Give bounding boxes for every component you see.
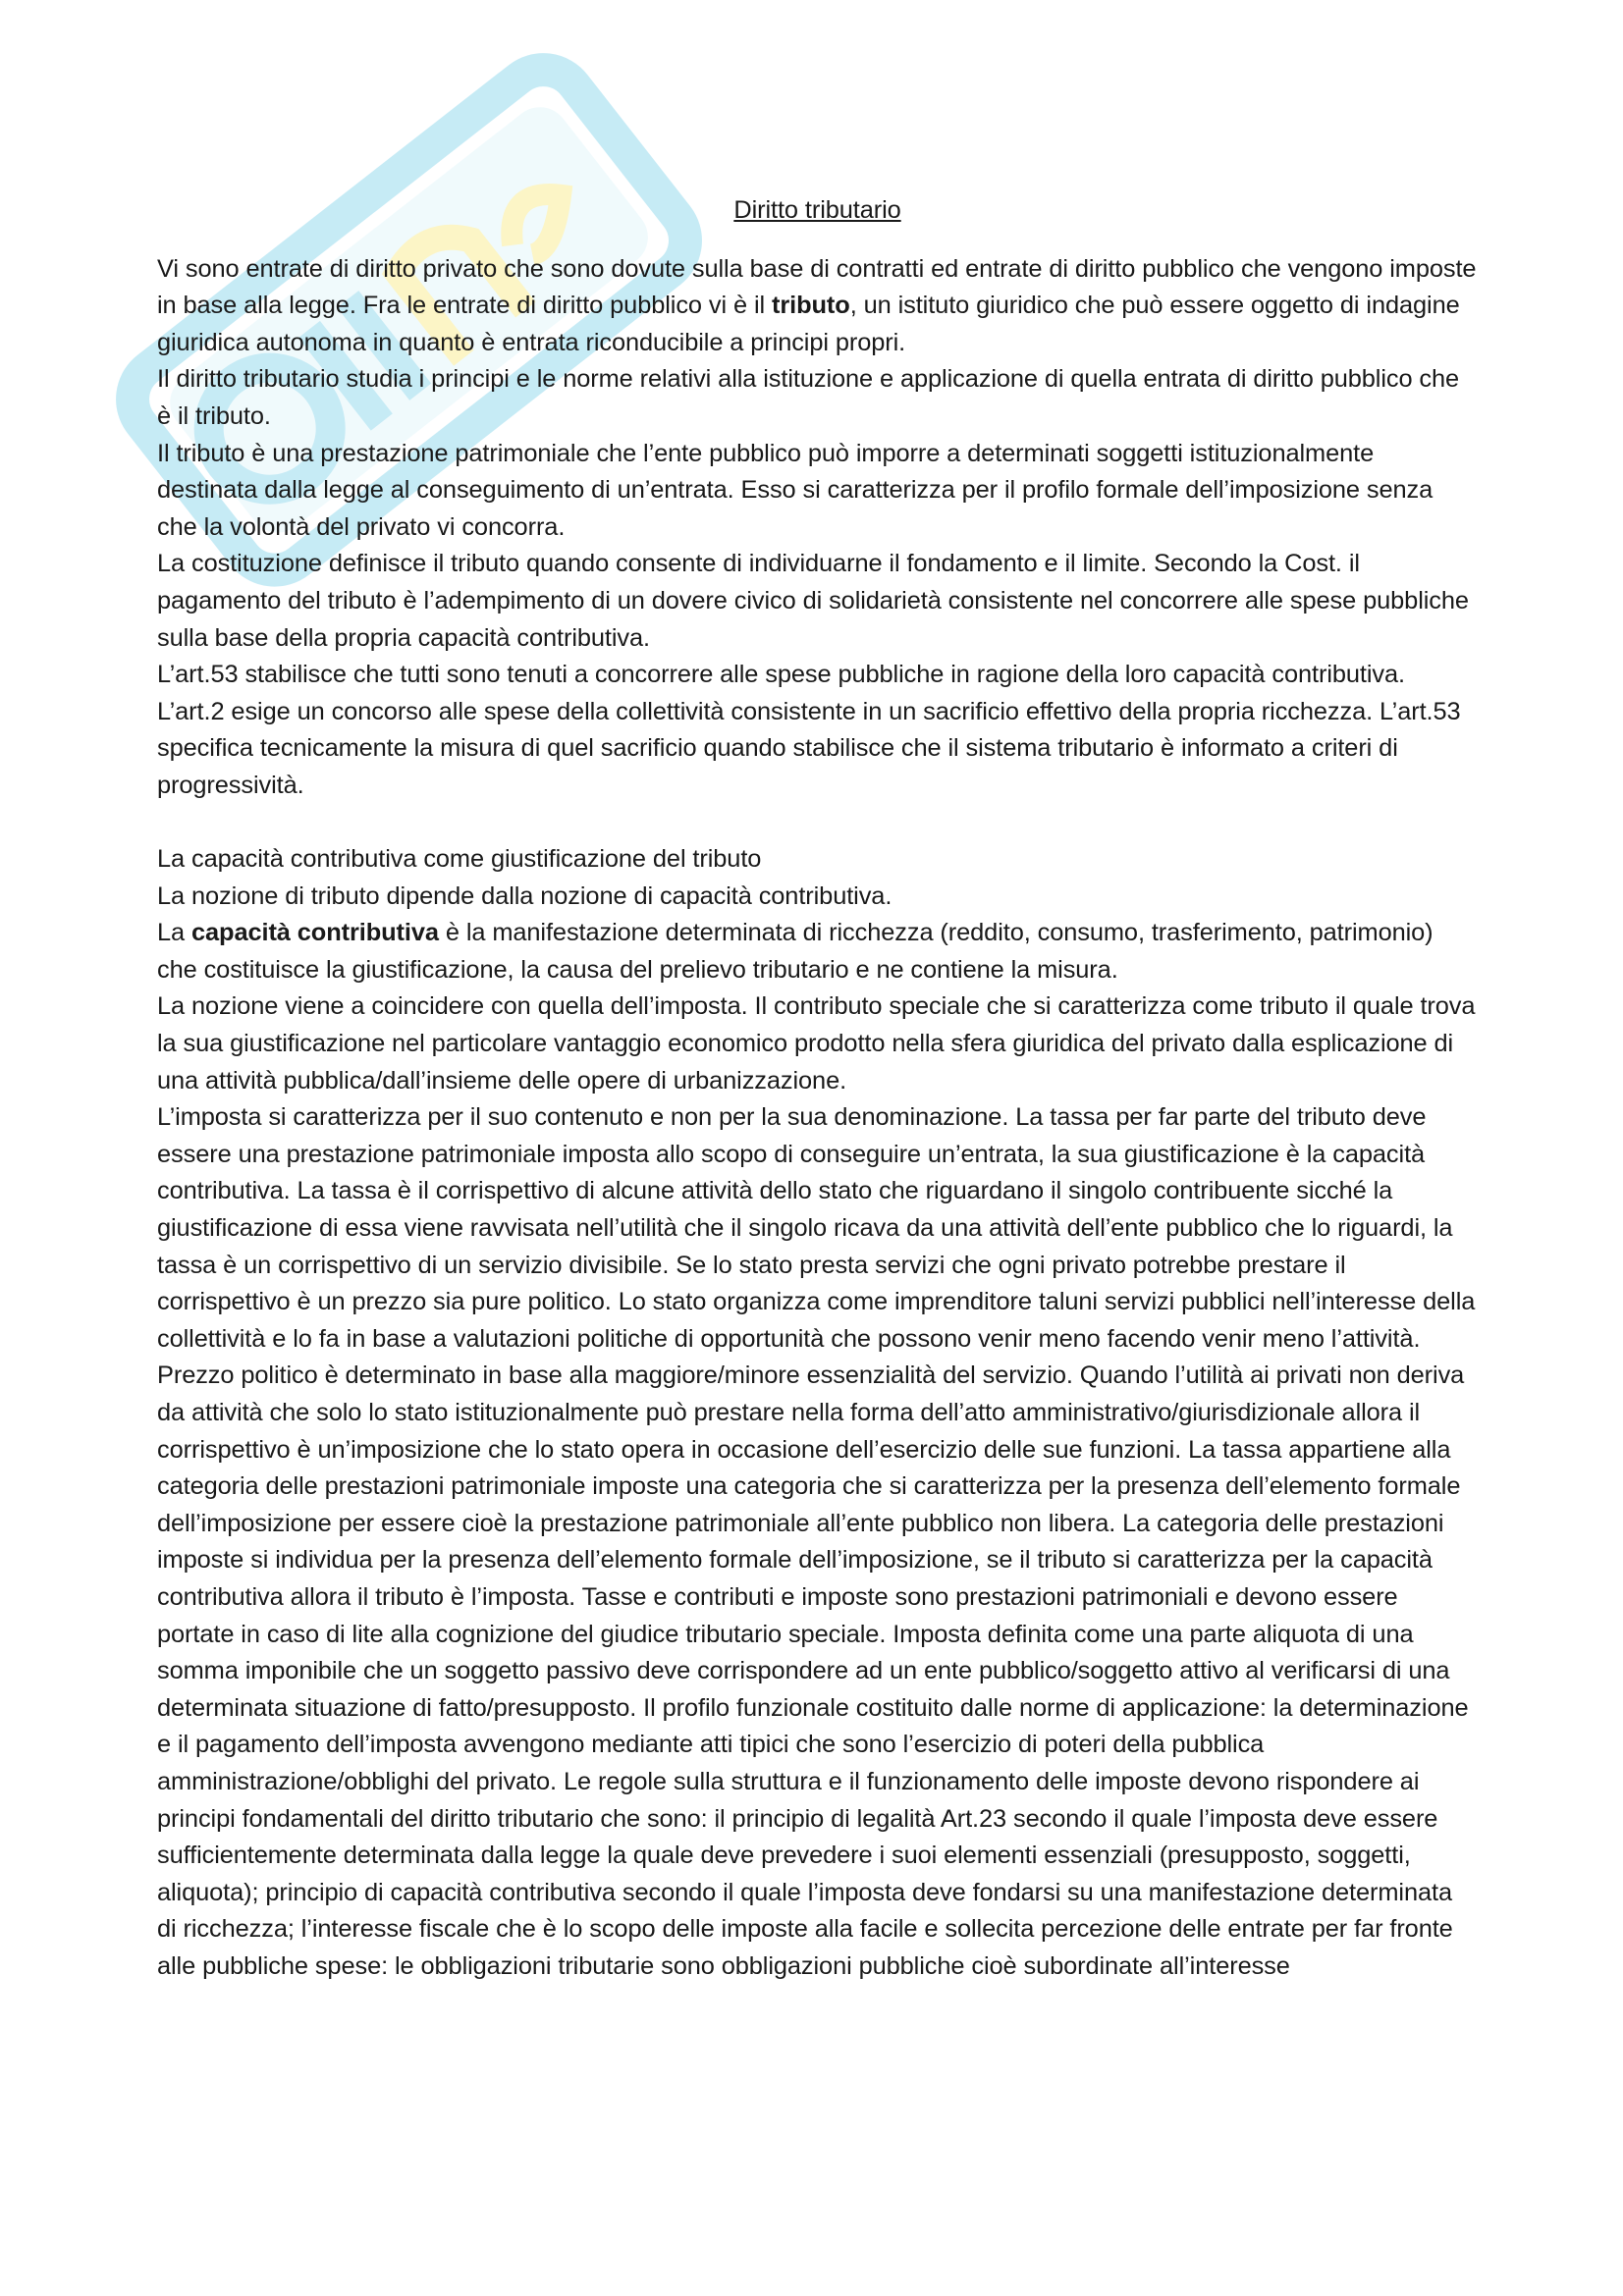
- body-paragraph: [157, 546, 1478, 657]
- body-paragraph: [157, 879, 1478, 916]
- text-run: Il diritto tributario studia i principi e le norme relativi alla istituzione e applicazione di quella entrata di diritto pubblico che è il tributo.: [157, 365, 1460, 430]
- text-run: La: [157, 919, 191, 947]
- body-paragraph: [157, 915, 1478, 988]
- text-run: La nozione viene a coincidere con quella dell’imposta. Il contributo speciale che si caratterizza come tributo il quale trova la sua giustificazione nel particolare vantaggio economico prodotto nella sfera giuridica del privato dalla esplicazione di una attività pubblica/dall’insieme delle opere di urbanizzazione.: [157, 992, 1476, 1095]
- body-paragraph: [157, 361, 1478, 435]
- document-section-intro: [157, 251, 1478, 805]
- text-run: Il tributo è una prestazione patrimoniale che l’ente pubblico può imporre a determinati soggetti istituzionalmente destinata dalla legge al conseguimento di un’entrata. Esso si caratterizza per il profilo formale dell’imposizione senza che la volontà del privato vi concorra.: [157, 439, 1434, 541]
- document-title: Diritto tributario: [733, 196, 901, 224]
- body-paragraph: [157, 1099, 1478, 1985]
- text-run: La capacità contributiva come giustificazione del tributo: [157, 845, 762, 874]
- text-run: è la manifestazione determinata di ricchezza (reddito, consumo, trasferimento, patrimonio) che costituisce la giustificazione, la causa del prelievo tributario e ne contiene la misura.: [157, 919, 1434, 984]
- bold-term: capacità contributiva: [191, 919, 439, 947]
- text-run: L’art.53 stabilisce che tutti sono tenuti a concorrere alle spese pubbliche in ragione della loro capacità contributiva. L’art.2 esige un concorso alle spese della collettività consistente in un sacrificio effettivo della propria ricchezza. L’art.53 specifica tecnicamente la misura di quel sacrificio quando stabilisce che il sistema tributario è informato a criteri di progressività.: [157, 661, 1461, 799]
- body-paragraph: [157, 841, 1478, 879]
- text-run: La costituzione definisce il tributo quando consente di individuarne il fondamento e il limite. Secondo la Cost. il pagamento del tributo è l’adempimento di un dovere civico di solidarietà consistente nel concorrere alle spese pubbliche sulla base della propria capacità contributiva.: [157, 550, 1469, 652]
- body-paragraph: [157, 251, 1478, 362]
- body-paragraph: [157, 436, 1478, 547]
- bold-term: tributo: [772, 292, 850, 320]
- body-paragraph: [157, 988, 1478, 1099]
- paragraph-spacer: [157, 805, 1478, 842]
- document-page: [157, 192, 1478, 1986]
- text-run: Vi sono entrate di diritto privato che sono dovute sulla base di contratti ed entrate di diritto pubblico che vengono imposte in base alla legge. Fra le entrate di diritto pubblico vi è il: [157, 254, 1477, 320]
- text-run: , un istituto giuridico che può essere oggetto di indagine giuridica autonoma in quanto è entrata riconducibile a principi propri.: [157, 292, 1460, 356]
- text-run: L’imposta si caratterizza per il suo contenuto e non per la sua denominazione. La tassa per far parte del tributo deve essere una prestazione patrimoniale imposta allo scopo di conseguire un’entrata, la sua giustificazione è la capacità contributiva. La tassa è il corrispettivo di alcune attività dello stato che riguardano il singolo contribuente sicché la giustificazione di essa viene ravvisata nell’utilità che il singolo ricava da una attività dell’ente pubblico che lo riguardi, la tassa è un corrispettivo di un servizio divisibile. Se lo stato presta servizi che ogni privato potrebbe prestare il corrispettivo è un prezzo sia pure politico. Lo stato organizza come imprenditore taluni servizi pubblici nell’interesse della collettività e lo fa in base a valutazioni politiche di opportunità che possono venir meno facendo venir meno l’attività. Prezzo politico è determinato in base alla maggiore/minore essenzialità del servizio. Quando l’utilità ai privati non deriva da attività che solo lo stato istituzionalmente può prestare nella forma dell’atto amministrativo/giurisdizionale allora il corrispettivo è un’imposizione che lo stato opera in occasione dell’esercizio delle sue funzioni. La tassa appartiene alla categoria delle prestazioni patrimoniale imposte una categoria che si caratterizza per la presenza dell’elemento formale dell’imposizione per essere cioè la prestazione patrimoniale all’ente pubblico non libera. La categoria delle prestazioni imposte si individua per la presenza dell’elemento formale dell’imposizione, se il tributo si caratterizza per la capacità contributiva allora il tributo è l’imposta. Tasse e contributi e imposte sono prestazioni patrimoniali e devono essere portate in caso di lite alla cognizione del giudice tributario speciale. Imposta definita come una parte aliquota di una somma imponibile che un soggetto passivo deve corrispondere ad un ente pubblico/soggetto attivo al verificarsi di una determinata situazione di fatto/presupposto. Il profilo funzionale costituito dalle norme di applicazione: la determinazione e il pagamento dell’imposta avvengono mediante atti tipici che sono l’esercizio di poteri della pubblica amministrazione/obblighi del privato. Le regole sulla struttura e il funzionamento delle imposte devono rispondere ai principi fondamentali del diritto tributario che sono: il principio di legalità Art.23 secondo il quale l’imposta deve essere sufficientemente determinata dalla legge la quale deve prevedere i suoi elementi essenziali (presupposto, soggetti, aliquota); principio di capacità contributiva secondo il quale l’imposta deve fondarsi su una manifestazione determinata di ricchezza; l’interesse fiscale che è lo scopo delle imposte alla facile e sollecita percezione delle entrate per far fronte alle pubbliche spese: le obbligazioni tributarie sono obbligazioni pubbliche cioè subordinate all’interesse: [157, 1103, 1476, 1980]
- body-paragraph: [157, 657, 1478, 804]
- text-run: La nozione di tributo dipende dalla nozione di capacità contributiva.: [157, 881, 893, 910]
- document-section-capacita: [157, 841, 1478, 1985]
